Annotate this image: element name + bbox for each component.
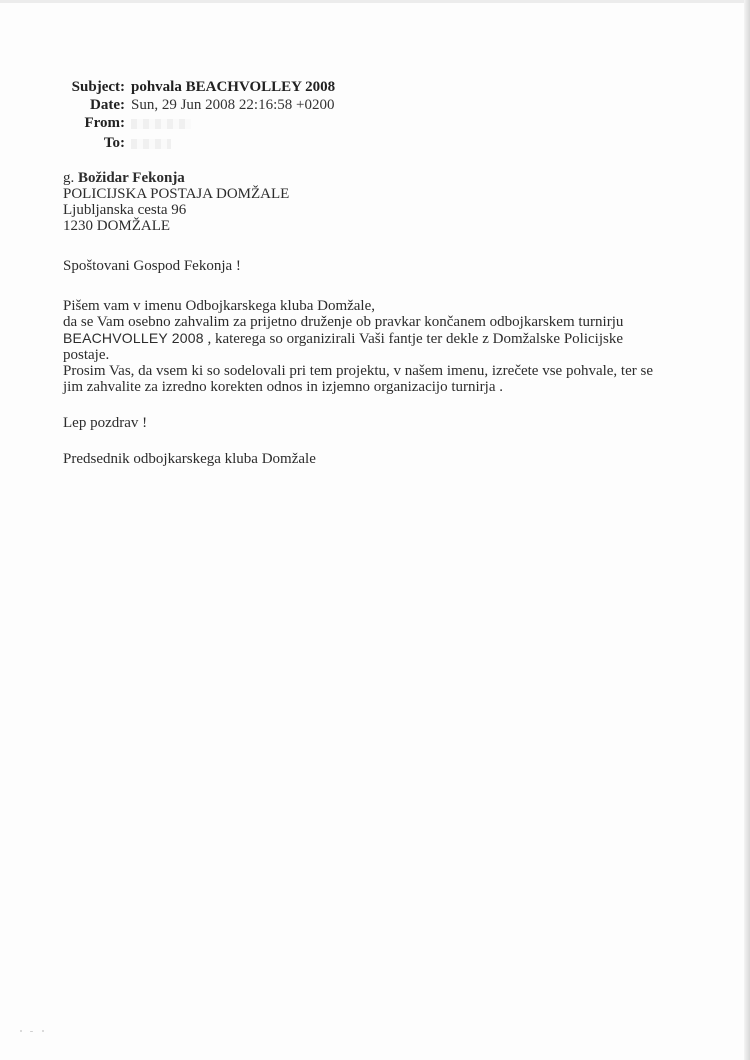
scan-speck [42, 1030, 44, 1032]
from-value-redacted [131, 114, 191, 134]
subject-value: pohvala BEACHVOLLEY 2008 [131, 79, 336, 95]
paragraph-line: postaje. [63, 347, 110, 363]
scan-edge-top [0, 0, 750, 3]
signature: Predsednik odbojkarskega kluba Domžale [63, 451, 316, 467]
paragraph-line [63, 330, 693, 347]
recipient-street: Ljubljanska cesta 96 [63, 202, 187, 218]
date-value: Sun, 29 Jun 2008 22:16:58 +0200 [131, 97, 335, 113]
paragraph-line-rest: , katerega so organizirali Vaši fantje ter dekle z Domžalske Policijske [203, 331, 624, 347]
recipient-name-line [63, 170, 693, 186]
from-row [66, 114, 335, 134]
to-value-redacted [131, 134, 171, 154]
date-label: Date: [90, 97, 125, 113]
recipient-name: Božidar Fekonja [78, 170, 185, 186]
email-headers [66, 78, 335, 154]
scan-speck [30, 1031, 33, 1032]
paragraph-line: da se Vam osebno zahvalim za prijetno druženje ob pravkar končanem odbojkarskem turnirju [63, 314, 624, 330]
recipient-organization: POLICIJSKA POSTAJA DOMŽALE [63, 186, 290, 202]
greeting: Spoštovani Gospod Fekonja ! [63, 258, 241, 274]
paragraph-line: jim zahvalite za izredno korekten odnos in izjemno organizacijo turnirja . [63, 379, 503, 395]
recipient-prefix: g. [63, 170, 75, 186]
event-name: BEACHVOLLEY 2008 [63, 330, 204, 346]
date-row [66, 96, 335, 114]
scan-speck [20, 1030, 22, 1032]
to-label: To: [103, 135, 125, 151]
recipient-city: 1230 DOMŽALE [63, 218, 171, 234]
main-paragraph [63, 298, 693, 395]
letter-body [63, 170, 693, 467]
subject-label: Subject: [71, 79, 125, 95]
closing: Lep pozdrav ! [63, 415, 148, 431]
paragraph-line: Prosim Vas, da vsem ki so sodelovali pri tem projektu, v našem imenu, izrečete vse pohvale, ter se [63, 363, 654, 379]
recipient-address [63, 170, 693, 234]
from-label: From: [84, 115, 125, 131]
paragraph-line: Pišem vam v imenu Odbojkarskega kluba Domžale, [63, 298, 376, 314]
scan-edge-right [744, 0, 750, 1060]
to-row [66, 134, 335, 154]
subject-row [66, 78, 335, 96]
